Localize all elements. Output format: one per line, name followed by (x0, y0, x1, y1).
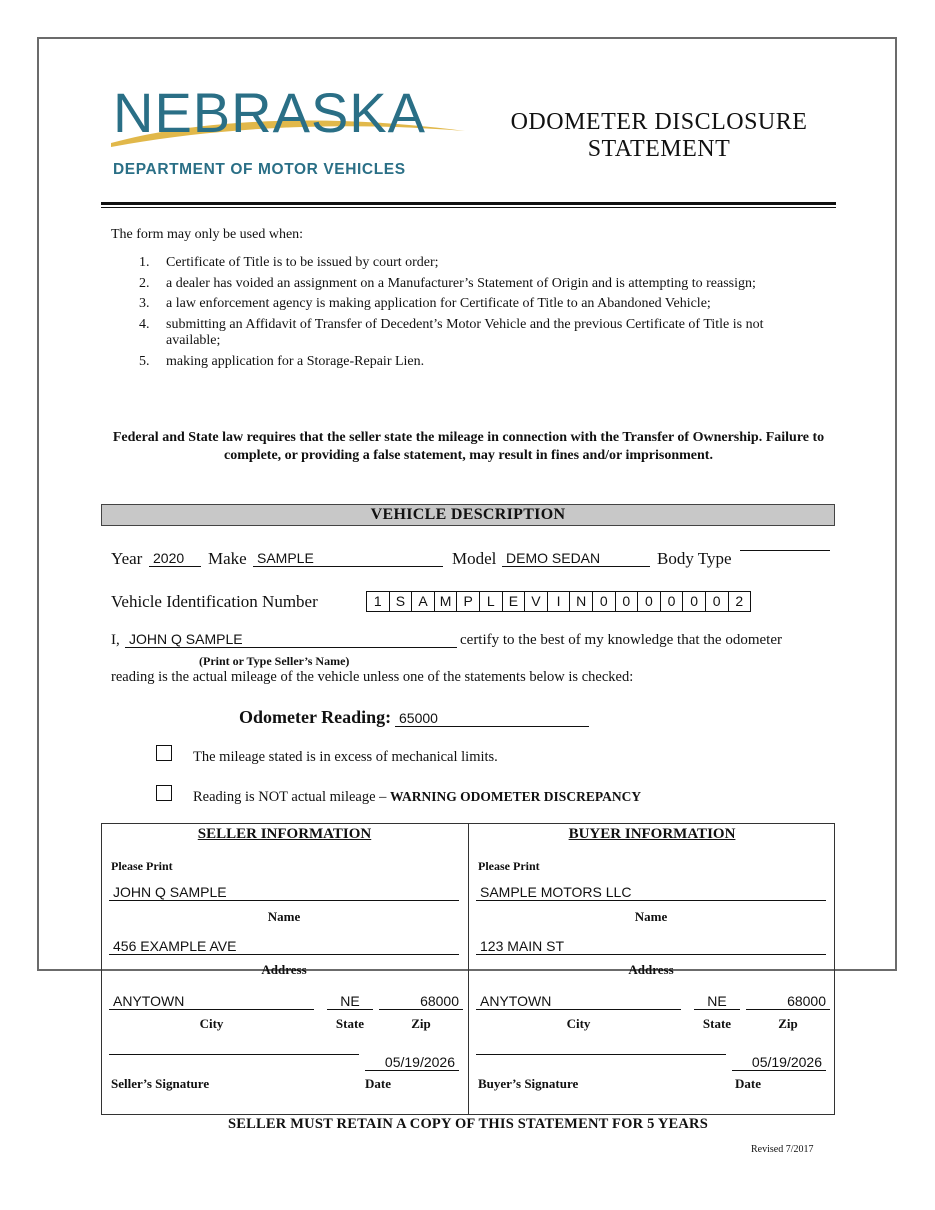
list-item: 2. a dealer has voided an assignment on a Manufacturer’s Statement of Origin and is attempting to reassign; (139, 275, 756, 291)
title-line-2: STATEMENT (587, 136, 731, 162)
title-line-1: ODOMETER DISCLOSURE (510, 109, 808, 135)
buyer-info-heading: BUYER INFORMATION (568, 826, 736, 842)
buyer-zip-caption: Zip (778, 1016, 798, 1031)
seller-name-field[interactable]: JOHN Q SAMPLE (125, 631, 457, 648)
vin-char[interactable]: 0 (616, 591, 639, 612)
buyer-signature-caption: Buyer’s Signature (478, 1076, 579, 1091)
buyer-city-caption: City (566, 1016, 591, 1031)
list-item: 4. submitting an Affidavit of Transfer of Decedent’s Motor Vehicle and the previous Certificate of Title is not available; (139, 316, 764, 348)
odometer-label: Odometer Reading: (239, 707, 392, 727)
vin-char[interactable]: 2 (729, 591, 752, 612)
buyer-name-input[interactable]: SAMPLE MOTORS LLC (476, 884, 826, 901)
logo-department: DEPARTMENT OF MOTOR VEHICLES (113, 161, 406, 178)
seller-zip-caption: Zip (411, 1016, 431, 1031)
print-name-note: (Print or Type Seller’s Name) (199, 654, 350, 668)
list-item: 5. making application for a Storage-Repair Lien. (139, 353, 425, 369)
buyer-address-input[interactable]: 123 MAIN ST (476, 938, 826, 955)
intro-text: The form may only be used when: (111, 227, 304, 242)
buyer-please-print: Please Print (478, 859, 540, 873)
legal-warning: Federal and State law requires that the seller state the mileage in connection with the Transfer of Ownership. Failure to complete, or providing a false statement, may result in fines and/or imprisonment. (112, 430, 825, 463)
vin-char[interactable]: 0 (683, 591, 706, 612)
list-item: 1. Certificate of Title is to be issued by court order; (139, 255, 439, 270)
seller-please-print: Please Print (111, 859, 173, 873)
buyer-name-caption: Name (634, 909, 668, 924)
seller-city-caption: City (199, 1016, 224, 1031)
seller-name-input[interactable]: JOHN Q SAMPLE (109, 884, 459, 901)
certify-text: certify to the best of my knowledge that the odometer (460, 632, 782, 648)
discrepancy-warning: WARNING ODOMETER DISCREPANCY (390, 789, 642, 804)
vin-char[interactable]: M (435, 591, 458, 612)
certify-i: I, (111, 632, 120, 648)
make-label: Make (208, 549, 247, 568)
vin-char[interactable]: I (548, 591, 571, 612)
body-type-field[interactable] (740, 550, 830, 551)
seller-address-caption: Address (261, 962, 307, 977)
seller-name-caption: Name (267, 909, 301, 924)
party-info-divider (468, 823, 469, 1115)
buyer-city-input[interactable]: ANYTOWN (476, 993, 681, 1010)
odometer-field[interactable]: 65000 (395, 710, 589, 727)
header-rule (101, 202, 836, 205)
retain-notice: SELLER MUST RETAIN A COPY OF THIS STATEMENT FOR 5 YEARS (228, 1116, 708, 1132)
buyer-date-input[interactable]: 05/19/2026 (732, 1054, 826, 1071)
reading-note: reading is the actual mileage of the vehicle unless one of the statements below is checked: (111, 669, 634, 685)
vin-char[interactable]: 0 (661, 591, 684, 612)
mechanical-limits-checkbox[interactable] (156, 745, 172, 761)
vin-field[interactable] (366, 591, 751, 612)
vehicle-description-heading: VEHICLE DESCRIPTION (101, 504, 835, 526)
vin-char[interactable]: A (412, 591, 435, 612)
year-field[interactable]: 2020 (149, 550, 201, 567)
seller-date-caption: Date (365, 1076, 391, 1091)
seller-city-input[interactable]: ANYTOWN (109, 993, 314, 1010)
body-type-label: Body Type (657, 549, 732, 568)
vin-char[interactable]: V (525, 591, 548, 612)
seller-signature-field[interactable] (109, 1054, 359, 1055)
buyer-date-caption: Date (735, 1076, 761, 1091)
seller-zip-input[interactable]: 68000 (379, 993, 463, 1010)
vin-label: Vehicle Identification Number (111, 592, 318, 611)
form-title (489, 109, 829, 163)
buyer-state-input[interactable]: NE (694, 993, 740, 1010)
seller-signature-caption: Seller’s Signature (111, 1076, 210, 1091)
buyer-zip-input[interactable]: 68000 (746, 993, 830, 1010)
vin-char[interactable]: P (457, 591, 480, 612)
vin-char[interactable]: 0 (593, 591, 616, 612)
conditions-list (111, 255, 811, 374)
seller-info-heading: SELLER INFORMATION (197, 826, 372, 842)
buyer-signature-field[interactable] (476, 1054, 726, 1055)
seller-date-input[interactable]: 05/19/2026 (365, 1054, 459, 1071)
mechanical-limits-text: The mileage stated is in excess of mechanical limits. (193, 749, 498, 765)
logo-wordmark: NEBRASKA (113, 81, 426, 144)
make-field[interactable]: SAMPLE (253, 550, 443, 567)
vin-char[interactable]: S (390, 591, 413, 612)
buyer-state-caption: State (702, 1016, 732, 1031)
seller-address-input[interactable]: 456 EXAMPLE AVE (109, 938, 459, 955)
model-field[interactable]: DEMO SEDAN (502, 550, 650, 567)
not-actual-prefix: Reading is NOT actual mileage – (193, 789, 391, 805)
form-sheet (37, 37, 897, 1155)
model-label: Model (452, 549, 497, 568)
vin-char[interactable]: E (503, 591, 526, 612)
vin-char[interactable]: 1 (367, 591, 390, 612)
vin-char[interactable]: 0 (638, 591, 661, 612)
header-rule-thin (101, 207, 836, 208)
seller-state-input[interactable]: NE (327, 993, 373, 1010)
seller-state-caption: State (335, 1016, 365, 1031)
not-actual-text (193, 789, 641, 806)
vin-char[interactable]: 0 (706, 591, 729, 612)
buyer-address-caption: Address (628, 962, 674, 977)
not-actual-checkbox[interactable] (156, 785, 172, 801)
vin-char[interactable]: L (480, 591, 503, 612)
year-label: Year (111, 549, 143, 568)
revised-date: Revised 7/2017 (751, 1144, 814, 1155)
list-item: 3. a law enforcement agency is making application for Certificate of Title to an Abandoned Vehicle; (139, 296, 711, 311)
vin-char[interactable]: N (570, 591, 593, 612)
